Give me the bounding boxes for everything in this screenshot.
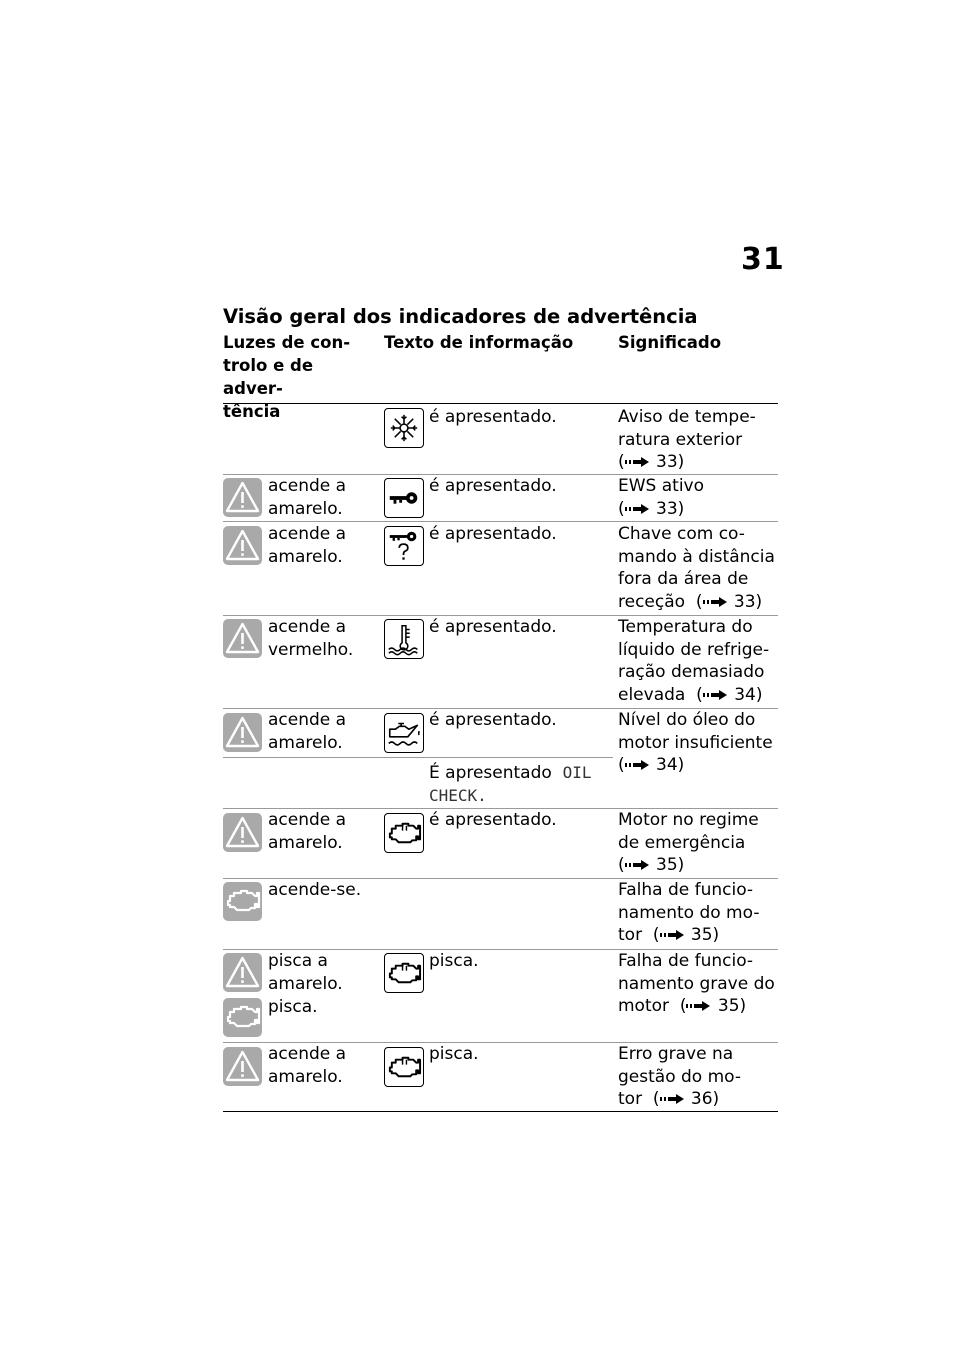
info-text: pisca. bbox=[429, 951, 479, 971]
warning-triangle-icon bbox=[223, 526, 262, 565]
warning-triangle-icon bbox=[223, 478, 262, 517]
light-text: pisca a amarelo. bbox=[268, 951, 343, 994]
row-divider bbox=[223, 521, 778, 522]
key-question-icon bbox=[384, 526, 424, 566]
engine-icon bbox=[223, 998, 262, 1037]
light-text: acende a amarelo. bbox=[268, 810, 347, 853]
info-text: é apresentado. bbox=[429, 810, 557, 830]
warning-triangle-icon bbox=[223, 1047, 262, 1086]
meaning-text: Motor no regime de emergência ( 35) bbox=[618, 810, 759, 875]
light-text: acende a amarelo. bbox=[268, 1044, 347, 1087]
meaning-text: EWS ativo ( 33) bbox=[618, 476, 705, 519]
warning-triangle-icon bbox=[223, 619, 262, 658]
light-text: acende a amarelo. bbox=[268, 524, 347, 567]
meaning-text: Aviso de tempe- ratura exterior ( 33) bbox=[618, 407, 756, 472]
meaning-text: Erro grave na gestão do mo- tor ( 36) bbox=[618, 1044, 742, 1109]
light-text: acende-se. bbox=[268, 880, 362, 900]
table-bottom-rule bbox=[223, 1111, 778, 1112]
meaning-text: Chave com co- mando à distância fora da área de receção ( 33) bbox=[618, 524, 775, 612]
engine-icon bbox=[223, 882, 262, 921]
reference-arrow-icon bbox=[686, 1000, 712, 1012]
info-text: é apresentado. bbox=[429, 617, 557, 637]
info-text: é apresentado. bbox=[429, 476, 557, 496]
info-text-secondary: É apresentado OIL CHECK. bbox=[429, 763, 592, 805]
info-text: pisca. bbox=[429, 1044, 479, 1064]
key-icon bbox=[384, 478, 424, 518]
meaning-text: Falha de funcio- namento do mo- tor ( 35) bbox=[618, 880, 760, 945]
row-divider bbox=[223, 757, 613, 758]
page-number: 31 bbox=[741, 242, 785, 277]
warning-triangle-icon bbox=[223, 713, 262, 752]
meaning-text: Nível do óleo do motor insuficiente ( 34) bbox=[618, 710, 773, 775]
table-top-rule bbox=[223, 403, 778, 404]
light-text: acende a amarelo. bbox=[268, 476, 347, 519]
warning-triangle-icon bbox=[223, 953, 262, 992]
reference-arrow-icon bbox=[625, 456, 651, 468]
section-title: Visão geral dos indicadores de advertência bbox=[223, 305, 698, 328]
engine-icon bbox=[384, 813, 424, 853]
meaning-text: Temperatura do líquido de refrige- ração demasiado elevada ( 34) bbox=[618, 617, 770, 705]
coolant-temperature-icon bbox=[384, 619, 424, 659]
reference-arrow-icon bbox=[703, 596, 729, 608]
light-text-secondary: pisca. bbox=[268, 997, 318, 1017]
warning-triangle-icon bbox=[223, 813, 262, 852]
column-header-info-text: Texto de informação bbox=[384, 333, 574, 352]
oil-can-icon bbox=[384, 713, 424, 753]
column-header-meaning: Significado bbox=[618, 333, 722, 352]
snowflake-thermometer-icon bbox=[384, 408, 424, 448]
engine-icon bbox=[384, 953, 424, 993]
column-header-lights: Luzes de con- trolo e de adver- tência bbox=[223, 333, 351, 421]
reference-arrow-icon bbox=[625, 503, 651, 515]
reference-arrow-icon bbox=[660, 929, 686, 941]
reference-arrow-icon bbox=[703, 689, 729, 701]
light-text: acende a amarelo. bbox=[268, 710, 347, 753]
meaning-text: Falha de funcio- namento grave do motor ( 35) bbox=[618, 951, 775, 1016]
engine-icon bbox=[384, 1047, 424, 1087]
reference-arrow-icon bbox=[625, 859, 651, 871]
reference-arrow-icon bbox=[660, 1093, 686, 1105]
info-text: é apresentado. bbox=[429, 407, 557, 427]
reference-arrow-icon bbox=[625, 759, 651, 771]
info-text: é apresentado. bbox=[429, 710, 557, 730]
light-text: acende a vermelho. bbox=[268, 617, 354, 660]
info-text: é apresentado. bbox=[429, 524, 557, 544]
